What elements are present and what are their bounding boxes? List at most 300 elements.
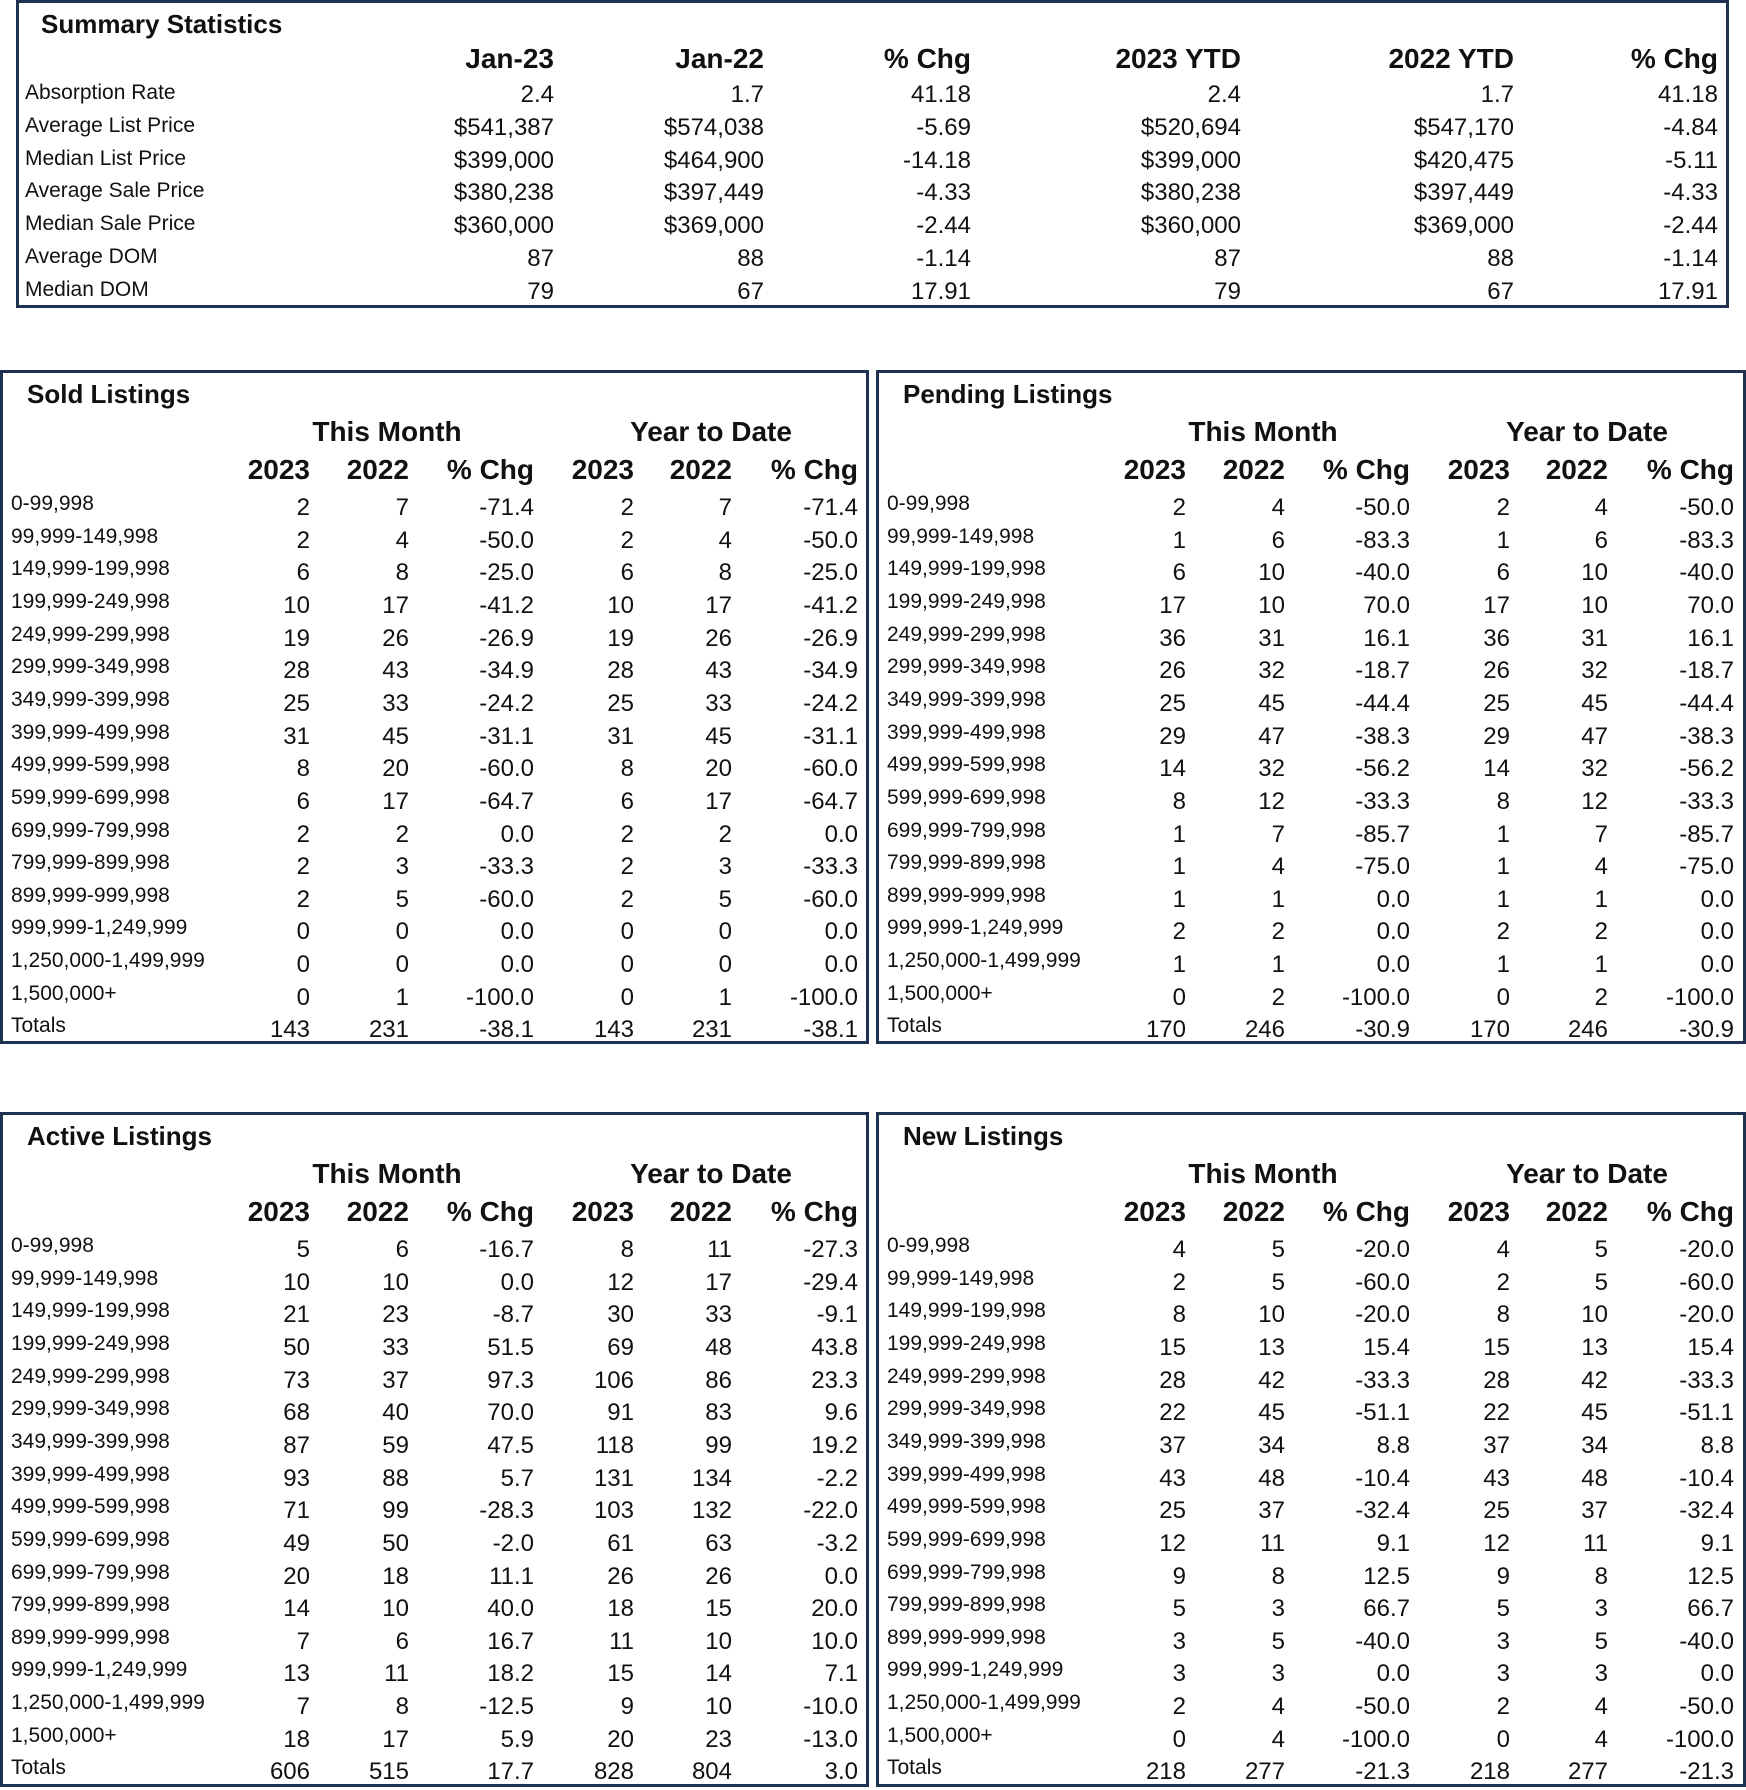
table-cell: 49 [283, 1529, 310, 1557]
table-cell: -100.0 [465, 983, 534, 1011]
column-header: 2023 [1123, 454, 1186, 485]
table-cell: 11 [707, 1236, 732, 1263]
table-cell: 16.1 [1363, 624, 1410, 652]
table-cell: 25 [283, 689, 310, 717]
price-range-label: 299,999-349,998 [11, 1397, 170, 1421]
totals-label: Totals [887, 1756, 942, 1780]
table-cell: 1 [1496, 885, 1510, 913]
table-cell: 0.0 [1376, 951, 1410, 979]
table-cell: 4 [1594, 1693, 1608, 1721]
table-cell: 4 [1271, 494, 1285, 521]
table-cell: 17 [705, 787, 732, 815]
table-cell: 10 [1581, 1301, 1608, 1329]
summary-row-label: Median DOM [25, 277, 149, 301]
table-cell: 2 [395, 820, 409, 848]
table-cell: 3 [1271, 1595, 1285, 1623]
table-cell: 8.8 [1700, 1431, 1734, 1459]
table-cell: 26 [705, 624, 732, 652]
summary-row-label: Average Sale Price [25, 179, 205, 203]
table-cell: 12 [607, 1268, 634, 1296]
table-cell: 26 [382, 624, 409, 652]
column-header: % Chg [1322, 454, 1410, 485]
table-cell: 2 [296, 820, 310, 848]
table-cell: 10 [283, 591, 310, 619]
table-cell: -40.0 [1679, 559, 1734, 587]
table-cell: 17 [382, 591, 409, 619]
year-to-date-header: Year to Date [1506, 416, 1668, 447]
table-cell: -100.0 [1341, 983, 1410, 1011]
table-cell: 36 [1483, 624, 1510, 652]
table-cell: 12 [1483, 1529, 1510, 1557]
table-cell: -51.1 [1355, 1399, 1410, 1427]
year-to-date-header: Year to Date [630, 1158, 792, 1189]
table-cell: -56.2 [1355, 755, 1410, 783]
table-cell: -31.1 [479, 722, 534, 750]
table-cell: 45 [382, 722, 409, 750]
price-range-label: 349,999-399,998 [11, 687, 170, 711]
summary-row-label: Average DOM [25, 245, 158, 268]
price-range-label: 299,999-349,998 [887, 1397, 1046, 1421]
summary-col-header: % Chg [883, 43, 971, 74]
table-cell: 23.3 [811, 1366, 858, 1394]
table-cell: 11 [1583, 1529, 1608, 1557]
table-cell: 2 [620, 494, 634, 521]
table-cell: 17 [1483, 591, 1510, 619]
table-cell: 50 [283, 1333, 310, 1361]
price-range-label: 599,999-699,998 [887, 1527, 1046, 1551]
table-cell: 10 [1581, 559, 1608, 587]
table-cell: -41.2 [479, 591, 534, 619]
table-cell: 12 [1159, 1529, 1186, 1557]
table-cell: 31 [1581, 624, 1608, 652]
table-cell: 103 [593, 1497, 634, 1525]
table-cell: -27.3 [803, 1236, 858, 1263]
table-cell: -30.9 [1679, 1016, 1734, 1044]
table-cell: 218 [1145, 1758, 1186, 1786]
price-range-label: 499,999-599,998 [887, 1495, 1046, 1519]
table-cell: -29.4 [803, 1268, 858, 1296]
table-cell: -33.3 [803, 853, 858, 881]
table-cell: -56.2 [1679, 755, 1734, 783]
table-cell: 50 [382, 1529, 409, 1557]
table-cell: 47.5 [487, 1431, 534, 1459]
summary-cell: 88 [1487, 245, 1514, 272]
column-header: 2022 [346, 1196, 409, 1227]
price-range-label: 399,999-499,998 [11, 1462, 170, 1486]
summary-cell: 67 [737, 277, 764, 305]
price-range-label: 499,999-599,998 [11, 1495, 170, 1519]
price-range-label: 999,999-1,249,999 [887, 916, 1064, 940]
table-cell: 3 [1172, 1660, 1186, 1688]
price-range-label: 799,999-899,998 [11, 1593, 170, 1617]
table-cell: 8 [395, 1693, 409, 1721]
price-range-label: 149,999-199,998 [887, 557, 1046, 581]
price-range-label: 999,999-1,249,999 [11, 916, 188, 940]
table-cell: 10 [607, 591, 634, 619]
price-range-label: 0-99,998 [11, 492, 94, 515]
table-cell: 61 [607, 1529, 634, 1557]
price-range-label: 199,999-249,998 [887, 589, 1046, 613]
table-cell: 828 [593, 1758, 634, 1786]
table-cell: 170 [1469, 1016, 1510, 1044]
table-cell: 9.1 [1700, 1529, 1734, 1557]
table-cell: 11 [1260, 1529, 1285, 1557]
summary-row-label: Average List Price [25, 113, 196, 137]
table-cell: 26 [1159, 657, 1186, 685]
price-range-label: 99,999-149,998 [11, 524, 159, 548]
column-header: % Chg [1646, 1196, 1734, 1227]
table-cell: 0.0 [1700, 918, 1734, 946]
table-cell: 277 [1567, 1758, 1608, 1786]
table-cell: 45 [1581, 1399, 1608, 1427]
table-cell: 0 [296, 918, 310, 946]
price-range-label: 1,500,000+ [887, 1723, 993, 1747]
price-range-label: 899,999-999,998 [11, 883, 170, 907]
table-cell: -38.1 [803, 1016, 858, 1044]
table-cell: 3 [1172, 1627, 1186, 1655]
table-cell: -64.7 [803, 787, 858, 815]
price-range-label: 299,999-349,998 [11, 655, 170, 679]
table-cell: -100.0 [1665, 1725, 1734, 1753]
table-cell: -30.9 [1355, 1016, 1410, 1044]
table-cell: -22.0 [803, 1497, 858, 1525]
table-cell: 15.4 [1687, 1333, 1734, 1361]
table-cell: -24.2 [479, 689, 534, 717]
table-cell: 2 [1496, 1268, 1510, 1296]
summary-cell: $399,000 [1140, 146, 1241, 174]
table-cell: 0 [620, 983, 634, 1011]
summary-cell: 2.4 [1207, 81, 1241, 108]
table-cell: 91 [607, 1399, 634, 1427]
table-cell: -26.9 [479, 624, 534, 652]
table-cell: -100.0 [1341, 1725, 1410, 1753]
column-header: % Chg [446, 454, 534, 485]
summary-cell: 87 [1214, 245, 1241, 272]
table-cell: 8 [1271, 1562, 1285, 1590]
table-cell: 5 [1594, 1236, 1608, 1263]
table-cell: 6 [1271, 526, 1285, 554]
table-cell: 0.0 [824, 1562, 858, 1590]
price-range-label: 0-99,998 [887, 492, 970, 515]
price-range-label: 399,999-499,998 [11, 720, 170, 744]
this-month-header: This Month [312, 416, 462, 447]
table-cell: -38.3 [1355, 722, 1410, 750]
table-cell: 21 [283, 1301, 310, 1329]
table-cell: 3 [1496, 1627, 1510, 1655]
table-cell: 0.0 [500, 918, 534, 946]
table-cell: 10.0 [811, 1627, 858, 1655]
price-range-label: 999,999-1,249,999 [887, 1658, 1064, 1682]
table-cell: -38.1 [479, 1016, 534, 1044]
table-cell: 13 [283, 1660, 310, 1688]
table-cell: -50.0 [1355, 1693, 1410, 1721]
table-cell: 59 [382, 1431, 409, 1459]
table-cell: -20.0 [1679, 1236, 1734, 1263]
summary-statistics-panel [16, 0, 1729, 308]
table-cell: 1 [1172, 885, 1186, 913]
table-cell: 4 [1496, 1236, 1510, 1263]
table-cell: 0 [1172, 983, 1186, 1011]
table-cell: 10 [382, 1595, 409, 1623]
price-range-label: 699,999-799,998 [887, 818, 1046, 842]
price-range-label: 499,999-599,998 [11, 753, 170, 777]
summary-cell: -4.33 [1663, 179, 1718, 207]
table-cell: 45 [1581, 689, 1608, 717]
price-range-label: 899,999-999,998 [11, 1625, 170, 1649]
table-cell: -50.0 [1679, 1693, 1734, 1721]
table-cell: 71 [283, 1497, 310, 1525]
table-cell: -44.4 [1679, 689, 1734, 717]
table-cell: 5.7 [500, 1464, 534, 1492]
column-header: 2022 [1545, 454, 1608, 485]
table-cell: 15.4 [1363, 1333, 1410, 1361]
table-cell: 73 [283, 1366, 310, 1394]
table-cell: 0 [296, 983, 310, 1011]
summary-cell: -4.33 [916, 179, 971, 207]
table-cell: 2 [1172, 1268, 1186, 1296]
price-range-label: 1,500,000+ [887, 981, 993, 1005]
table-cell: 10 [283, 1268, 310, 1296]
table-cell: 31 [1258, 624, 1285, 652]
table-cell: 2 [296, 885, 310, 913]
table-cell: 28 [283, 657, 310, 685]
table-cell: -20.0 [1355, 1236, 1410, 1263]
table-cell: 10 [1581, 591, 1608, 619]
table-cell: 43 [382, 657, 409, 685]
totals-label: Totals [11, 1014, 66, 1038]
table-cell: 0.0 [1376, 918, 1410, 946]
table-cell: 68 [283, 1399, 310, 1427]
table-cell: 69 [607, 1333, 634, 1361]
table-cell: 33 [705, 1301, 732, 1329]
table-cell: -34.9 [803, 657, 858, 685]
table-cell: 606 [269, 1758, 310, 1786]
table-cell: 17 [705, 1268, 732, 1296]
table-cell: 12.5 [1687, 1562, 1734, 1590]
table-cell: 5 [1271, 1268, 1285, 1296]
table-cell: 22 [1483, 1399, 1510, 1427]
table-cell: 4 [1594, 494, 1608, 521]
table-cell: 2 [620, 853, 634, 881]
table-cell: -32.4 [1355, 1497, 1410, 1525]
table-cell: 9 [1172, 1562, 1186, 1590]
summary-cell: 1.7 [730, 81, 764, 108]
table-cell: 28 [607, 657, 634, 685]
table-cell: 277 [1244, 1758, 1285, 1786]
table-cell: 0.0 [1376, 1660, 1410, 1688]
summary-row-label: Median List Price [25, 146, 187, 170]
table-cell: 118 [595, 1431, 634, 1459]
table-cell: 5.9 [500, 1725, 534, 1753]
summary-cell: $520,694 [1140, 113, 1241, 141]
table-cell: -9.1 [816, 1301, 858, 1329]
column-header: 2022 [1222, 1196, 1285, 1227]
table-cell: 8 [395, 559, 409, 587]
pending-listings-title: Pending Listings [903, 379, 1113, 409]
summary-cell: -5.69 [916, 113, 971, 141]
table-cell: -33.3 [1355, 1366, 1410, 1394]
table-cell: -50.0 [1679, 494, 1734, 521]
summary-cell: $380,238 [453, 179, 554, 207]
table-cell: 8 [1172, 1301, 1186, 1329]
table-cell: 1 [1496, 853, 1510, 881]
price-range-label: 99,999-149,998 [887, 1266, 1035, 1290]
table-cell: 33 [382, 1333, 409, 1361]
summary-col-header: 2023 YTD [1115, 43, 1241, 74]
table-cell: 32 [1258, 657, 1285, 685]
summary-cell: $397,449 [1413, 179, 1514, 207]
table-cell: 0.0 [1700, 951, 1734, 979]
table-cell: 0.0 [500, 951, 534, 979]
table-cell: 4 [1271, 1725, 1285, 1753]
new-listings-title: New Listings [903, 1121, 1064, 1151]
table-cell: 42 [1258, 1366, 1285, 1394]
table-cell: 26 [1483, 657, 1510, 685]
summary-cell: -14.18 [902, 146, 971, 174]
table-cell: -60.0 [1355, 1268, 1410, 1296]
summary-cell: 87 [527, 245, 554, 272]
price-range-label: 299,999-349,998 [887, 655, 1046, 679]
table-cell: 2 [620, 885, 634, 913]
table-cell: 23 [382, 1301, 409, 1329]
table-cell: 11 [609, 1627, 634, 1655]
summary-col-header: Jan-22 [675, 43, 764, 74]
table-cell: 19 [283, 624, 310, 652]
price-range-label: 499,999-599,998 [887, 753, 1046, 777]
table-cell: 25 [1483, 1497, 1510, 1525]
summary-cell: 88 [737, 245, 764, 272]
table-cell: -24.2 [803, 689, 858, 717]
price-range-label: 599,999-699,998 [11, 785, 170, 809]
table-cell: 12 [1258, 787, 1285, 815]
column-header: 2023 [1123, 1196, 1186, 1227]
table-cell: 13 [1581, 1333, 1608, 1361]
table-cell: 143 [269, 1016, 310, 1044]
table-cell: 18 [607, 1595, 634, 1623]
table-cell: 10 [1258, 591, 1285, 619]
table-cell: 2 [296, 853, 310, 881]
table-cell: 131 [593, 1464, 634, 1492]
table-cell: 15 [607, 1660, 634, 1688]
column-header: 2023 [1447, 454, 1510, 485]
summary-row-label: Median Sale Price [25, 212, 196, 236]
price-range-label: 349,999-399,998 [11, 1429, 170, 1453]
table-cell: 2 [1271, 918, 1285, 946]
price-range-label: 149,999-199,998 [11, 557, 170, 581]
table-cell: -85.7 [1355, 820, 1410, 848]
table-cell: 88 [382, 1464, 409, 1492]
table-cell: 7 [296, 1627, 310, 1655]
table-cell: 7 [296, 1693, 310, 1721]
table-cell: 29 [1483, 722, 1510, 750]
summary-cell: $369,000 [1413, 212, 1514, 240]
table-cell: -25.0 [803, 559, 858, 587]
table-cell: 2 [1172, 918, 1186, 946]
table-cell: 20.0 [811, 1595, 858, 1623]
summary-cell: -2.44 [1663, 212, 1718, 240]
table-cell: 5 [1271, 1236, 1285, 1263]
table-cell: 0 [1496, 1725, 1510, 1753]
table-cell: 7 [1271, 820, 1285, 848]
table-cell: -50.0 [1355, 494, 1410, 521]
table-cell: 63 [705, 1529, 732, 1557]
table-cell: 6 [1172, 559, 1186, 587]
table-cell: -10.4 [1679, 1464, 1734, 1492]
table-cell: 1 [1496, 820, 1510, 848]
table-cell: 97.3 [487, 1366, 534, 1394]
table-cell: 10 [705, 1693, 732, 1721]
table-cell: 16.7 [487, 1627, 534, 1655]
table-cell: -40.0 [1355, 1627, 1410, 1655]
price-range-label: 1,500,000+ [11, 1723, 117, 1747]
table-cell: 66.7 [1363, 1595, 1410, 1623]
table-cell: 99 [382, 1497, 409, 1525]
table-cell: 2 [718, 820, 732, 848]
table-cell: 0 [620, 918, 634, 946]
table-cell: 804 [691, 1758, 732, 1786]
price-range-label: 249,999-299,998 [11, 622, 170, 646]
table-cell: 0.0 [500, 820, 534, 848]
column-header: 2022 [1545, 1196, 1608, 1227]
table-cell: 45 [705, 722, 732, 750]
table-cell: 42 [1581, 1366, 1608, 1394]
table-cell: 1 [1271, 885, 1285, 913]
table-cell: 14 [1483, 755, 1510, 783]
price-range-label: 799,999-899,998 [887, 851, 1046, 875]
table-cell: 9.6 [824, 1399, 858, 1427]
table-cell: 515 [368, 1758, 409, 1786]
table-cell: 6 [620, 787, 634, 815]
table-cell: 43 [705, 657, 732, 685]
table-cell: -26.9 [803, 624, 858, 652]
table-cell: -71.4 [803, 494, 858, 521]
column-header: % Chg [770, 1196, 858, 1227]
price-range-label: 149,999-199,998 [887, 1299, 1046, 1323]
summary-cell: -2.44 [916, 212, 971, 240]
table-cell: 143 [593, 1016, 634, 1044]
price-range-label: 1,250,000-1,499,999 [11, 1691, 205, 1715]
price-range-label: 599,999-699,998 [11, 1527, 170, 1551]
table-cell: -25.0 [479, 559, 534, 587]
table-cell: 32 [1581, 657, 1608, 685]
table-cell: 8 [718, 559, 732, 587]
summary-cell: 67 [1487, 277, 1514, 305]
table-cell: -50.0 [479, 526, 534, 554]
summary-cell: $380,238 [1140, 179, 1241, 207]
table-cell: -2.2 [816, 1464, 858, 1492]
price-range-label: 399,999-499,998 [887, 1462, 1046, 1486]
table-cell: 9 [620, 1693, 634, 1721]
table-cell: 32 [1258, 755, 1285, 783]
active-listings-title: Active Listings [27, 1121, 212, 1151]
summary-cell: 41.18 [1657, 81, 1718, 108]
table-cell: 86 [705, 1366, 732, 1394]
table-cell: 0 [1496, 983, 1510, 1011]
price-range-label: 0-99,998 [887, 1234, 970, 1257]
table-cell: 51.5 [487, 1333, 534, 1361]
table-cell: 246 [1244, 1016, 1285, 1044]
summary-cell: 41.18 [910, 81, 971, 108]
table-cell: -75.0 [1355, 853, 1410, 881]
price-range-label: 349,999-399,998 [887, 1429, 1046, 1453]
price-range-label: 249,999-299,998 [887, 622, 1046, 646]
table-cell: 5 [1594, 1268, 1608, 1296]
table-cell: 0 [620, 951, 634, 979]
table-cell: 18 [283, 1725, 310, 1753]
table-cell: 8.8 [1376, 1431, 1410, 1459]
price-range-label: 99,999-149,998 [11, 1266, 159, 1290]
table-cell: 37 [1483, 1431, 1510, 1459]
